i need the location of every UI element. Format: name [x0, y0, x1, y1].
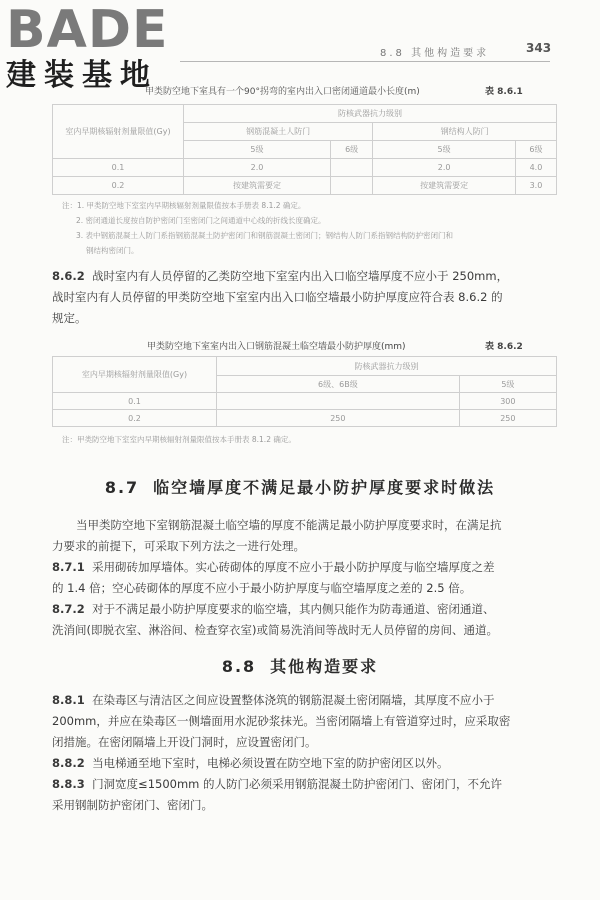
section-title: 临空墙厚度不满足最小防护厚度要求时做法 [153, 478, 496, 497]
table1-dose: 0.1 [53, 159, 184, 177]
running-head: 8.8 其他构造要求 [380, 48, 490, 59]
note-line: 钢结构密闭门。 [86, 246, 139, 255]
table1-door-type: 钢结构人防门 [373, 123, 557, 141]
table2-notes [62, 432, 562, 447]
para-line: 当电梯通至地下室时，电梯必须设置在防空地下室的防护密闭区以外。 [92, 756, 449, 770]
para-line: 门洞宽度≤1500mm 的人防门必须采用钢筋混凝土防护密闭门、密闭门，不允许 [92, 777, 503, 791]
table-cell: 2.0 [184, 159, 331, 177]
table2-title: 甲类防空地下室室内出入口钢筋混凝土临空墙最小防护厚度(mm) [147, 342, 406, 352]
table1-row-header: 室内早期核辐射剂量限值(Gy) [53, 105, 184, 159]
table2-level: 5级 [459, 376, 556, 393]
para-line: 规定。 [52, 311, 87, 325]
para-8-6-2 [52, 266, 557, 329]
clause-number: 8.7.2 [52, 602, 85, 616]
table1-dose: 0.2 [53, 177, 184, 195]
header-rule [180, 61, 550, 62]
para-line: 战时室内有人员停留的乙类防空地下室室内出入口临空墙厚度不应小于 250mm， [92, 269, 509, 283]
section-number: 8.7 [104, 478, 140, 497]
para-line: 洗消间(即脱衣室、淋浴间、检查穿衣室)或简易洗消间等战时无人员停留的房间、通道。 [52, 623, 498, 637]
table2-group-header: 防核武器抗力级别 [217, 357, 557, 376]
table1-title: 甲类防空地下室具有一个90°拐弯的室内出入口密闭通道最小长度(m) [145, 87, 420, 97]
table-row [53, 393, 557, 410]
table-cell: 按建筑需要定 [184, 177, 331, 195]
table-row [53, 159, 557, 177]
para-line: 采用钢制防护密闭门、密闭门。 [52, 798, 213, 812]
table1-level: 6级 [330, 141, 372, 159]
para-line: 在染毒区与清洁区之间应设置整体浇筑的钢筋混凝土密闭隔墙，其厚度不应小于 [92, 693, 495, 707]
table-cell: 250 [459, 410, 556, 427]
para-line: 对于不满足最小防护厚度要求的临空墙，其内侧只能作为防毒通道、密闭通道、 [92, 602, 495, 616]
table-cell: 按建筑需要定 [373, 177, 516, 195]
clause-number: 8.8.2 [52, 756, 85, 770]
table1-door-type: 钢筋混凝土人防门 [184, 123, 373, 141]
table1-group-header: 防核武器抗力级别 [184, 105, 557, 123]
table1-notes [62, 198, 562, 258]
para-line: 采用砌砖加厚墙体。实心砖砌体的厚度不应小于最小防护厚度与临空墙厚度之差 [92, 560, 495, 574]
para-line: 战时室内有人员停留的甲类防空地下室室内出入口临空墙最小防护厚度应符合表 8.6.2 的 [52, 290, 503, 304]
clause-number: 8.8.3 [52, 777, 85, 791]
section-heading-8-8 [0, 654, 600, 677]
logo-wordmark: BADE [6, 0, 169, 60]
clause-number: 8.7.1 [52, 560, 85, 574]
para-line: 闭措施。在密闭隔墙上开设门洞时，应设置密闭门。 [52, 735, 317, 749]
table-cell: 4.0 [515, 159, 556, 177]
table2 [52, 356, 557, 427]
table-row [53, 177, 557, 195]
table-cell [330, 159, 372, 177]
table1 [52, 104, 557, 195]
table-row [53, 410, 557, 427]
section-8-7-body [52, 515, 557, 641]
section-8-8-body [52, 690, 557, 816]
clause-number: 8.8.1 [52, 693, 85, 707]
table1-level: 5级 [373, 141, 516, 159]
table1-number: 表 8.6.1 [485, 87, 523, 97]
table2-row-header: 室内早期核辐射剂量限值(Gy) [53, 357, 217, 393]
table2-level: 6级、6B级 [217, 376, 460, 393]
note-line: 注：1. 甲类防空地下室室内早期核辐射剂量限值按本手册表 8.1.2 确定。 [62, 201, 306, 210]
table-cell: 2.0 [373, 159, 516, 177]
table-cell [217, 393, 460, 410]
table-cell: 3.0 [515, 177, 556, 195]
table-cell: 250 [217, 410, 460, 427]
table2-number: 表 8.6.2 [485, 342, 523, 352]
note-line: 3. 表中钢筋混凝土人防门系指钢筋混凝土防护密闭门和钢筋混凝土密闭门；钢结构人防门系指钢结构防护密闭门和 [76, 231, 454, 240]
para-line: 力要求的前提下，可采取下列方法之一进行处理。 [52, 539, 305, 553]
table1-level: 5级 [184, 141, 331, 159]
para-line: 200mm，并应在染毒区一侧墙面用水泥砂浆抹光。当密闭隔墙上有管道穿过时，应采取密 [52, 714, 511, 728]
table2-dose: 0.1 [53, 393, 217, 410]
clause-number: 8.6.2 [52, 269, 85, 283]
section-heading-8-7 [0, 475, 600, 498]
table-cell: 300 [459, 393, 556, 410]
table-cell [330, 177, 372, 195]
page-number: 343 [526, 41, 552, 55]
logo-chinese: 建装基地 [6, 58, 158, 93]
section-number: 8.8 [221, 657, 257, 676]
section-title: 其他构造要求 [270, 657, 379, 676]
bade-logo [6, 0, 181, 94]
table1-level: 6级 [515, 141, 556, 159]
para-line: 的 1.4 倍；空心砖砌体的厚度不应小于最小防护厚度与临空墙厚度之差的 2.5 倍。 [52, 581, 472, 595]
table2-dose: 0.2 [53, 410, 217, 427]
note-line: 2. 密闭通道长度按自防护密闭门至密闭门之间通道中心线的折线长度确定。 [76, 216, 326, 225]
para-line: 当甲类防空地下室钢筋混凝土临空墙的厚度不能满足最小防护厚度要求时，在满足抗 [76, 518, 502, 532]
note-line: 注：甲类防空地下室室内早期核辐射剂量限值按本手册表 8.1.2 确定。 [62, 435, 296, 444]
